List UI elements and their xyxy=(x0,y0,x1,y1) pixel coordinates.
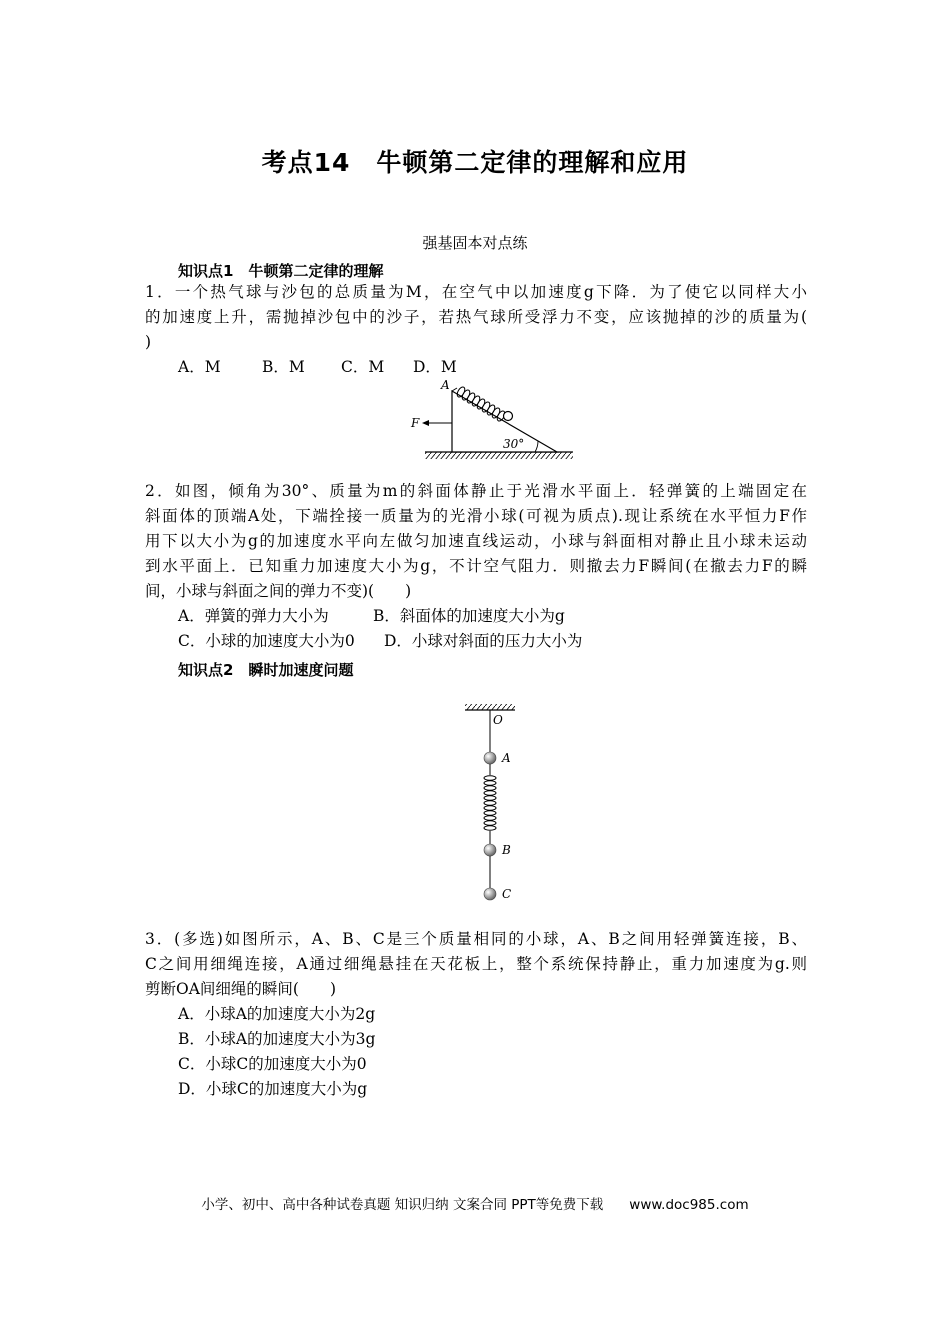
q2-line-2: 斜面体的顶端A处，下端拴接一质量为的光滑小球(可视为质点).现让系统在水平恒力F作 xyxy=(145,507,807,525)
spring-anchor xyxy=(452,388,457,391)
q2-line-4: 到水平面上．已知重力加速度大小为g，不计空气阻力．则撤去力F瞬间(在撤去力F的瞬 xyxy=(145,557,807,575)
footer-url[interactable]: www.doc985.com xyxy=(629,1197,749,1213)
q3-line-3: 剪断OA间细绳的瞬间( ) xyxy=(145,980,336,998)
point-o-label: O xyxy=(493,713,503,727)
force-label: F xyxy=(411,416,420,430)
q2-option-a: A．弹簧的弹力大小为 xyxy=(178,607,329,625)
ball-c xyxy=(484,888,496,900)
q3-option-d: D．小球C的加速度大小为g xyxy=(178,1080,368,1098)
ball-a-label: A xyxy=(502,751,511,765)
q1-line-2: 的加速度上升，需抛掉沙包中的沙子，若热气球所受浮力不变，应该抛掉的沙的质量为( xyxy=(145,308,807,326)
q2-line-3: 用下以大小为g的加速度水平向左做匀加速直线运动，小球与斜面相对静止且小球未运动 xyxy=(145,532,807,550)
force-arrowhead xyxy=(422,420,429,426)
q2-option-d: D．小球对斜面的压力大小为 xyxy=(384,632,583,650)
q3-option-c: C．小球C的加速度大小为0 xyxy=(178,1055,367,1073)
ball xyxy=(504,412,513,421)
footer-text: 小学、初中、高中各种试卷真题 知识归纳 文案合同 PPT等免费下载 xyxy=(201,1197,604,1213)
section-heading: 强基固本对点练 xyxy=(422,234,528,252)
q3-line-1: 3．(多选)如图所示，A、B、C是三个质量相同的小球，A、B之间用轻弹簧连接，B、 xyxy=(145,930,807,948)
knowledge-point-1-heading: 知识点1 牛顿第二定律的理解 xyxy=(178,262,384,280)
ball-c-label: C xyxy=(502,887,512,901)
q1-line-3: ) xyxy=(145,333,152,351)
q3-line-2: C之间用细绳连接，A通过细绳悬挂在天花板上，整个系统保持静止，重力加速度为g.则 xyxy=(145,955,807,973)
page-title: 考点14 牛顿第二定律的理解和应用 xyxy=(261,148,689,177)
page-footer xyxy=(0,1193,950,1213)
knowledge-point-2-heading: 知识点2 瞬时加速度问题 xyxy=(178,661,354,679)
q1-option-d: D．M xyxy=(413,358,457,376)
ball-a xyxy=(484,752,496,764)
q2-option-c: C．小球的加速度大小为0 xyxy=(178,632,355,650)
q1-option-b: B．M xyxy=(262,358,305,376)
ground-hatching xyxy=(425,452,573,459)
ceiling-hatching xyxy=(465,704,515,710)
spring-coils-vertical xyxy=(484,776,496,830)
point-a-label: A xyxy=(441,378,450,392)
q2-line-5: 间，小球与斜面之间的弹力不变)( ) xyxy=(145,582,412,600)
q3-option-a: A．小球A的加速度大小为2g xyxy=(178,1005,376,1023)
q1-line-1: 1．一个热气球与沙包的总质量为M，在空气中以加速度g下降．为了使它以同样大小 xyxy=(145,283,807,301)
q1-option-c: C．M xyxy=(341,358,385,376)
q2-line-1: 2．如图，倾角为30°、质量为m的斜面体静止于光滑水平面上．轻弹簧的上端固定在 xyxy=(145,482,807,500)
ball-b-label: B xyxy=(502,843,511,857)
angle-label: 30° xyxy=(503,437,525,451)
q1-option-a: A．M xyxy=(178,358,221,376)
q3-option-b: B．小球A的加速度大小为3g xyxy=(178,1030,376,1048)
incline-spring-figure xyxy=(405,376,580,464)
q2-option-b: B．斜面体的加速度大小为g xyxy=(373,607,565,625)
hanging-spring-figure xyxy=(455,700,525,910)
ball-b xyxy=(484,844,496,856)
